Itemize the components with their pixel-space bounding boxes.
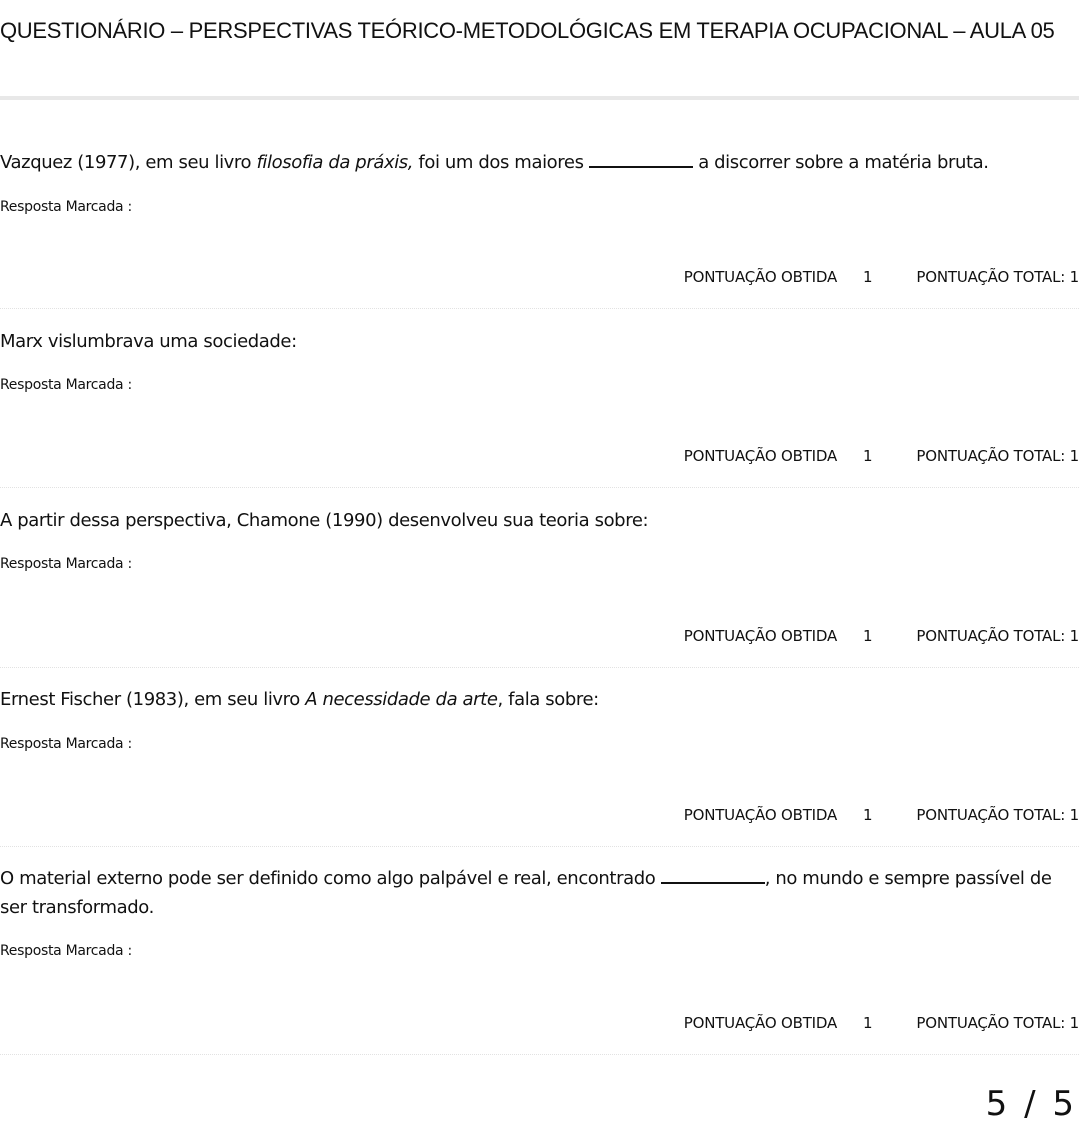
question-text-part: , no mundo e sempre passível de ser transformado. [0,868,1052,918]
question-text [0,148,1075,177]
answer-label: Resposta Marcada : [0,736,132,752]
question-divider [0,487,1079,489]
question-divider [0,667,1079,669]
question-text [0,685,1075,714]
answer-label: Resposta Marcada : [0,556,132,572]
question-text: A partir dessa perspectiva, Chamone (1990) desenvolveu sua teoria sobre: [0,510,649,531]
score-total: PONTUAÇÃO TOTAL: 1 [916,806,1079,824]
score-obtained-value: 1 [863,1014,873,1032]
title-divider [0,96,1079,100]
score-row [684,1014,1079,1032]
score-obtained-label: PONTUAÇÃO OBTIDA [683,1014,838,1032]
question-text-part: , fala sobre: [497,689,599,710]
score-obtained-value: 1 [863,447,873,465]
score-total: PONTUAÇÃO TOTAL: 1 [916,447,1079,465]
question-divider [0,308,1079,310]
page-title: QUESTIONÁRIO – PERSPECTIVAS TEÓRICO-METODOLÓGICAS EM TERAPIA OCUPACIONAL – AULA 05 [0,18,1055,43]
score-obtained-value: 1 [863,268,873,286]
score-total: PONTUAÇÃO TOTAL: 1 [916,268,1079,286]
score-row [684,447,1079,465]
score-obtained-value: 1 [863,806,873,824]
score-obtained-label: PONTUAÇÃO OBTIDA [683,806,838,824]
score-row [684,268,1079,286]
total-score: 5 / 5 [985,1084,1077,1124]
question-text [0,864,1075,922]
score-total: PONTUAÇÃO TOTAL: 1 [916,627,1079,645]
answer-label: Resposta Marcada : [0,377,132,393]
score-row [684,627,1079,645]
question-text-part: Vazquez (1977), em seu livro [0,152,257,173]
score-obtained-value: 1 [863,627,873,645]
answer-label: Resposta Marcada : [0,199,132,215]
question-text-part: O material externo pode ser definido como algo palpável e real, encontrado [0,868,661,889]
question-book-title: filosofia da práxis, [256,152,414,173]
question-divider [0,1054,1079,1056]
fill-in-blank [661,867,765,884]
question-text-part: Ernest Fischer (1983), em seu livro [0,689,306,710]
score-obtained-label: PONTUAÇÃO OBTIDA [683,447,838,465]
question-text: Marx vislumbrava uma sociedade: [0,331,297,352]
question-text-part: foi um dos maiores [413,152,589,173]
question-text-part: a discorrer sobre a matéria bruta. [692,152,989,173]
fill-in-blank [589,151,693,168]
score-row [684,806,1079,824]
score-total: PONTUAÇÃO TOTAL: 1 [916,1014,1079,1032]
score-obtained-label: PONTUAÇÃO OBTIDA [683,268,838,286]
question-book-title: A necessidade da arte [305,689,498,710]
answer-label: Resposta Marcada : [0,943,132,959]
score-obtained-label: PONTUAÇÃO OBTIDA [683,627,838,645]
question-divider [0,846,1079,848]
